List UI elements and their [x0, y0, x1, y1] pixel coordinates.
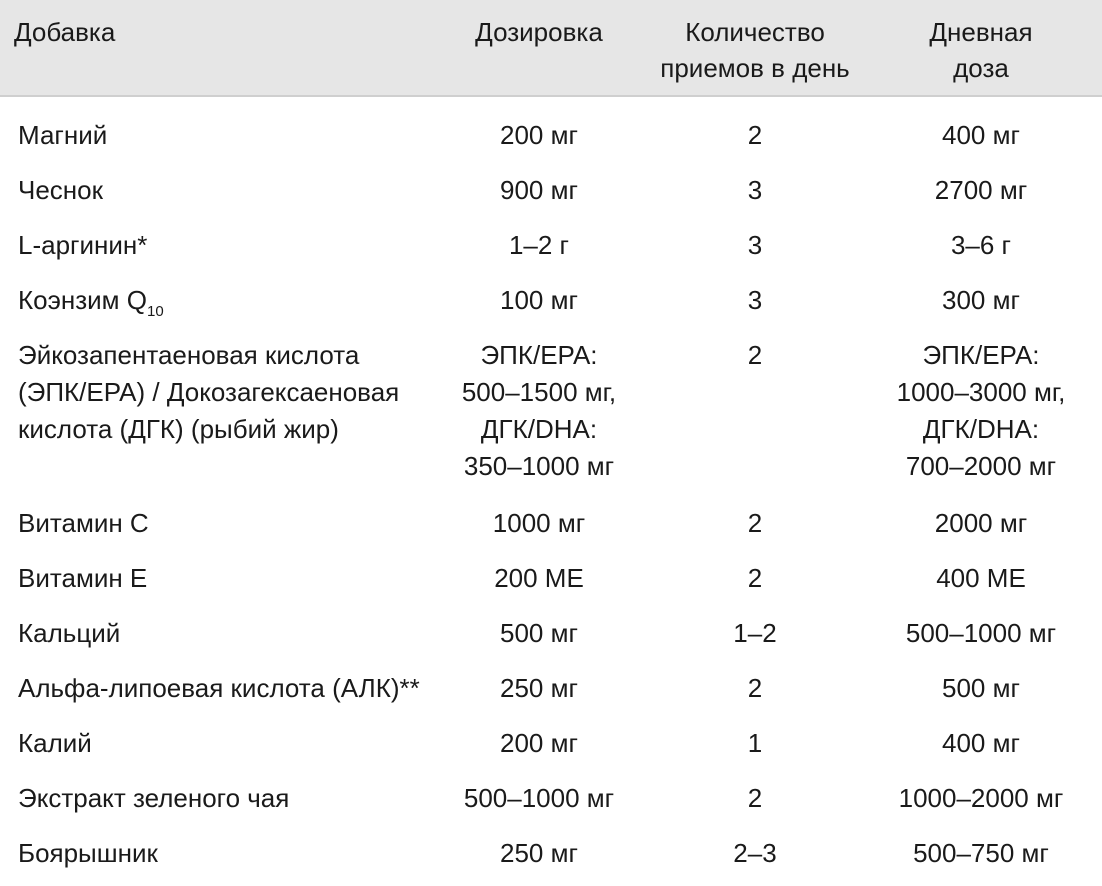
cell-name: Витамин С	[18, 508, 149, 538]
cell-daily: 2000 мг	[934, 508, 1028, 538]
header-dosage: Дозировка	[475, 17, 603, 47]
cell-dosage: 500 мг	[500, 618, 578, 648]
header-daily-dose: Дневная доза	[929, 17, 1033, 83]
table-row	[0, 278, 1102, 333]
cell-daily: 400 мг	[942, 728, 1020, 758]
cell-times: 3	[747, 175, 763, 205]
cell-name: Витамин Е	[18, 563, 148, 593]
cell-times: 2	[747, 508, 763, 538]
cell-daily: 400 МЕ	[936, 563, 1026, 593]
table-header	[0, 0, 1102, 97]
table-row	[0, 501, 1102, 556]
cell-name-text: Коэнзим Q	[18, 285, 147, 315]
cell-times: 2	[747, 783, 763, 813]
table-body	[0, 97, 1102, 886]
table-row	[0, 333, 1102, 501]
table-row	[0, 611, 1102, 666]
cell-dosage: 200 МЕ	[494, 563, 584, 593]
cell-name: Кальций	[18, 618, 121, 648]
cell-name: L-аргинин*	[18, 230, 148, 260]
cell-name: Альфа-липоевая кислота (АЛК)**	[18, 673, 420, 703]
table-row	[0, 556, 1102, 611]
cell-name: Калий	[18, 728, 92, 758]
cell-name: Боярышник	[18, 838, 158, 868]
cell-name	[0, 278, 428, 333]
cell-times: 2	[747, 340, 763, 370]
table-row	[0, 666, 1102, 721]
table-row	[0, 831, 1102, 886]
cell-times: 3	[747, 230, 763, 260]
table-row	[0, 168, 1102, 223]
cell-daily: 500–750 мг	[913, 838, 1049, 868]
table-row	[0, 776, 1102, 831]
cell-dosage: 500–1000 мг	[463, 783, 615, 813]
cell-daily: 500 мг	[942, 673, 1020, 703]
table-row	[0, 223, 1102, 278]
cell-daily: 2700 мг	[934, 175, 1028, 205]
cell-times: 2	[747, 120, 763, 150]
cell-daily: 3–6 г	[950, 230, 1012, 260]
table-row	[0, 721, 1102, 776]
cell-dosage: 100 мг	[500, 285, 578, 315]
cell-times: 1–2	[733, 618, 777, 648]
table-row	[0, 113, 1102, 168]
cell-dosage: 250 мг	[500, 673, 578, 703]
cell-dosage: 250 мг	[500, 838, 578, 868]
header-supplement: Добавка	[14, 17, 116, 47]
cell-name: Эйкозапентаеновая кислота (ЭПК/EPA) / Докозагексаеновая кислота (ДГК) (рыбий жир)	[18, 340, 400, 444]
cell-dosage: 200 мг	[500, 120, 578, 150]
header-times-per-day: Количество приемов в день	[660, 17, 850, 83]
cell-dosage: 900 мг	[500, 175, 578, 205]
cell-daily: 500–1000 мг	[905, 618, 1057, 648]
cell-dosage: 1–2 г	[508, 230, 570, 260]
cell-times: 2	[747, 563, 763, 593]
cell-dosage: 1000 мг	[492, 508, 586, 538]
cell-daily: 400 мг	[942, 120, 1020, 150]
cell-times: 2	[747, 673, 763, 703]
cell-dosage: 200 мг	[500, 728, 578, 758]
cell-times: 1	[747, 728, 763, 758]
cell-name: Магний	[18, 120, 108, 150]
cell-name: Экстракт зеленого чая	[18, 783, 290, 813]
cell-name: Чеснок	[18, 175, 103, 205]
cell-times: 2–3	[733, 838, 777, 868]
cell-daily: ЭПК/EPA: 1000–3000 мг, ДГК/DHA: 700–2000 мг	[896, 340, 1066, 481]
cell-daily: 300 мг	[942, 285, 1020, 315]
cell-name-subscript: 10	[147, 303, 164, 320]
cell-times: 3	[747, 285, 763, 315]
cell-dosage: ЭПК/EPA: 500–1500 мг, ДГК/DHA: 350–1000 мг	[461, 340, 617, 481]
cell-daily: 1000–2000 мг	[898, 783, 1064, 813]
